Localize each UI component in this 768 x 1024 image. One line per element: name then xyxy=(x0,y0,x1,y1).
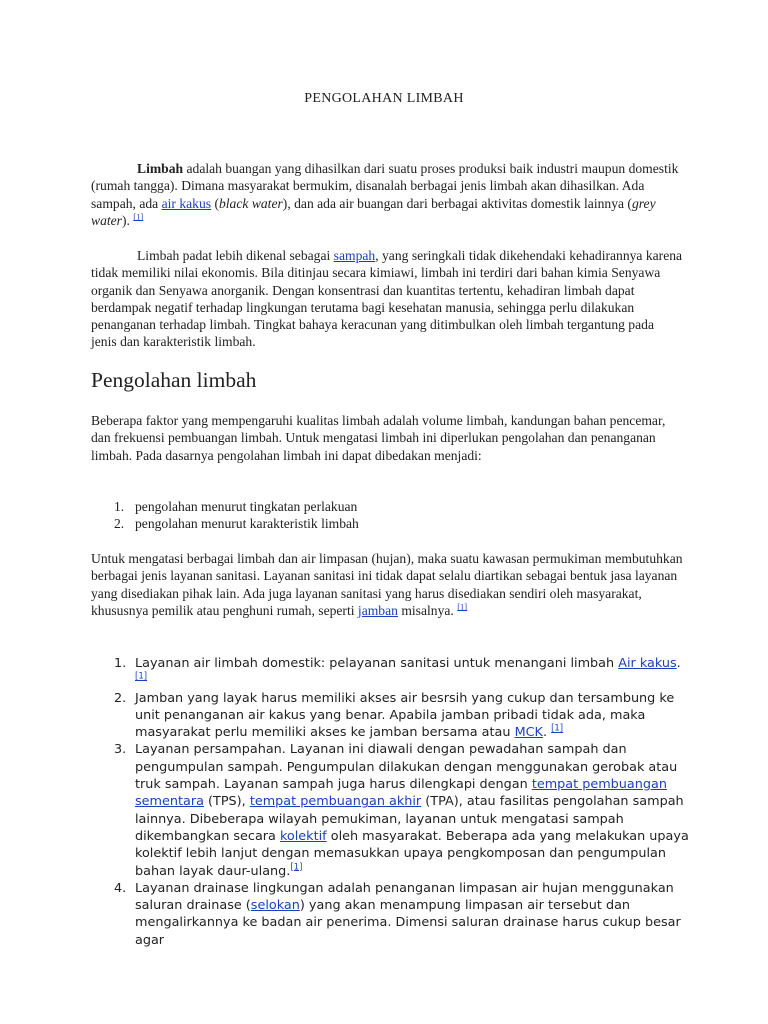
link-tps[interactable]: tempat pembuangan sementara xyxy=(135,777,667,810)
reference-link[interactable]: [1] xyxy=(135,672,148,683)
document-title: PENGOLAHAN LIMBAH xyxy=(304,91,464,106)
intro-paragraph: Limbah adalah buangan yang dihasilkan dari suatu proses produksi baik industri maupun domestik (rumah tangga). Dimana masyarakat bermukim, disanalah berbagai jenis limbah akan dihasilkan. Ada sampah, ada air kakus (black water), dan ada air buangan dari berbagai aktivitas domestik lainnya (grey water). [1] xyxy=(91,161,679,228)
reference-link[interactable]: [1] xyxy=(551,723,564,734)
section-heading: Pengolahan limbah xyxy=(91,368,257,392)
reference-link[interactable]: [1] xyxy=(457,601,468,612)
list-item: 1. Layanan air limbah domestik: pelayanan sanitasi untuk menangani limbah Air kakus. [1] xyxy=(114,656,681,683)
link-air-kakus-2[interactable]: Air kakus xyxy=(618,656,677,671)
link-tpa[interactable]: tempat pembuangan akhir xyxy=(249,794,422,810)
list-item: 4. Layanan drainase lingkungan adalah penanganan limpasan air hujan menggunakan saluran drainase (selokan) yang akan menampung limpasan air tersebut dan mengalirkannya ke badan air penerima. Dimensi saluran drainase harus cukup besar agar xyxy=(114,880,681,948)
treatment-types-list xyxy=(91,498,691,533)
link-selokan[interactable]: selokan xyxy=(250,898,300,914)
link-kolektif[interactable]: kolektif xyxy=(279,828,327,844)
link-air-kakus[interactable]: air kakus xyxy=(161,195,212,211)
paragraph-sanitasi: Untuk mengatasi berbagai limbah dan air limpasan (hujan), maka suatu kawasan permukiman membutuhkan berbagai jenis layanan sanitasi. Layanan sanitasi ini tidak dapat selalu diartikan sebagai bentuk jasa layanan yang disediakan pihak lain. Ada juga layanan sanitasi yang harus disediakan sendiri oleh masyarakat, khususnya pemilik atau penghuni rumah, seperti jamban misalnya. [1] xyxy=(91,551,683,618)
list-item: 3. Layanan persampahan. Layanan ini diawali dengan pewadahan sampah dan pengumpulan sampah. Pengumpulan dilakukan dengan menggunakan gerobak atau truk sampah. Layanan sampah juga harus dilengkapi dengan tempat pembuangan sementara (TPS), tempat pembuangan akhir (TPA), atau fasilitas pengolahan sampah lainnya. Dibeberapa wilayah pemukiman, layanan untuk mengatasi sampah dikembangkan secara kolektif oleh masyarakat. Beberapa ada yang melakukan upaya kolektif lebih lanjut dengan memasukkan upaya pengkomposan dan pengumpulan bahan layak daur-ulang.[1] xyxy=(114,742,689,879)
reference-link[interactable]: [1] xyxy=(290,862,303,873)
paragraph-faktor: Beberapa faktor yang mempengaruhi kualitas limbah adalah volume limbah, kandungan bahan pencemar, dan frekuensi pembuangan limbah. Untuk mengatasi limbah ini diperlukan pengolahan dan penanganan limbah. Pada dasarnya pengolahan limbah ini dapat dibedakan menjadi: xyxy=(91,413,666,463)
link-mck[interactable]: MCK xyxy=(514,725,543,741)
sanitation-services-list xyxy=(91,655,691,949)
link-jamban[interactable]: jamban xyxy=(357,602,398,618)
term-limbah: Limbah xyxy=(137,161,184,176)
list-item: 2. pengolahan menurut karakteristik limbah xyxy=(114,516,359,532)
link-sampah[interactable]: sampah xyxy=(333,248,376,263)
reference-link[interactable]: [1] xyxy=(133,211,144,222)
list-item: 2. Jamban yang layak harus memiliki akses air besrsih yang cukup dan tersambung ke unit penanganan air kakus yang benar. Apabila jamban pribadi tidak ada, maka masyarakat perlu memiliki akses ke jamban bersama atau MCK. [1] xyxy=(114,690,675,741)
paragraph-limbah-padat: Limbah padat lebih dikenal sebagai sampah, yang seringkali tidak dikehendaki kehadirannya karena tidak memiliki nilai ekonomis. Bila ditinjau secara kimiawi, limbah ini terdiri dari bahan kimia Senyawa organik dan Senyawa anorganik. Dengan konsentrasi dan kuantitas tertentu, kehadiran limbah dapat berdampak negatif terhadap lingkungan terutama bagi kesehatan manusia, sehingga perlu dilakukan penanganan terhadap limbah. Tingkat bahaya keracunan yang ditimbulkan oleh limbah tergantung pada jenis dan karakteristik limbah. xyxy=(91,248,683,350)
list-item: 1. pengolahan menurut tingkatan perlakuan xyxy=(114,499,358,514)
